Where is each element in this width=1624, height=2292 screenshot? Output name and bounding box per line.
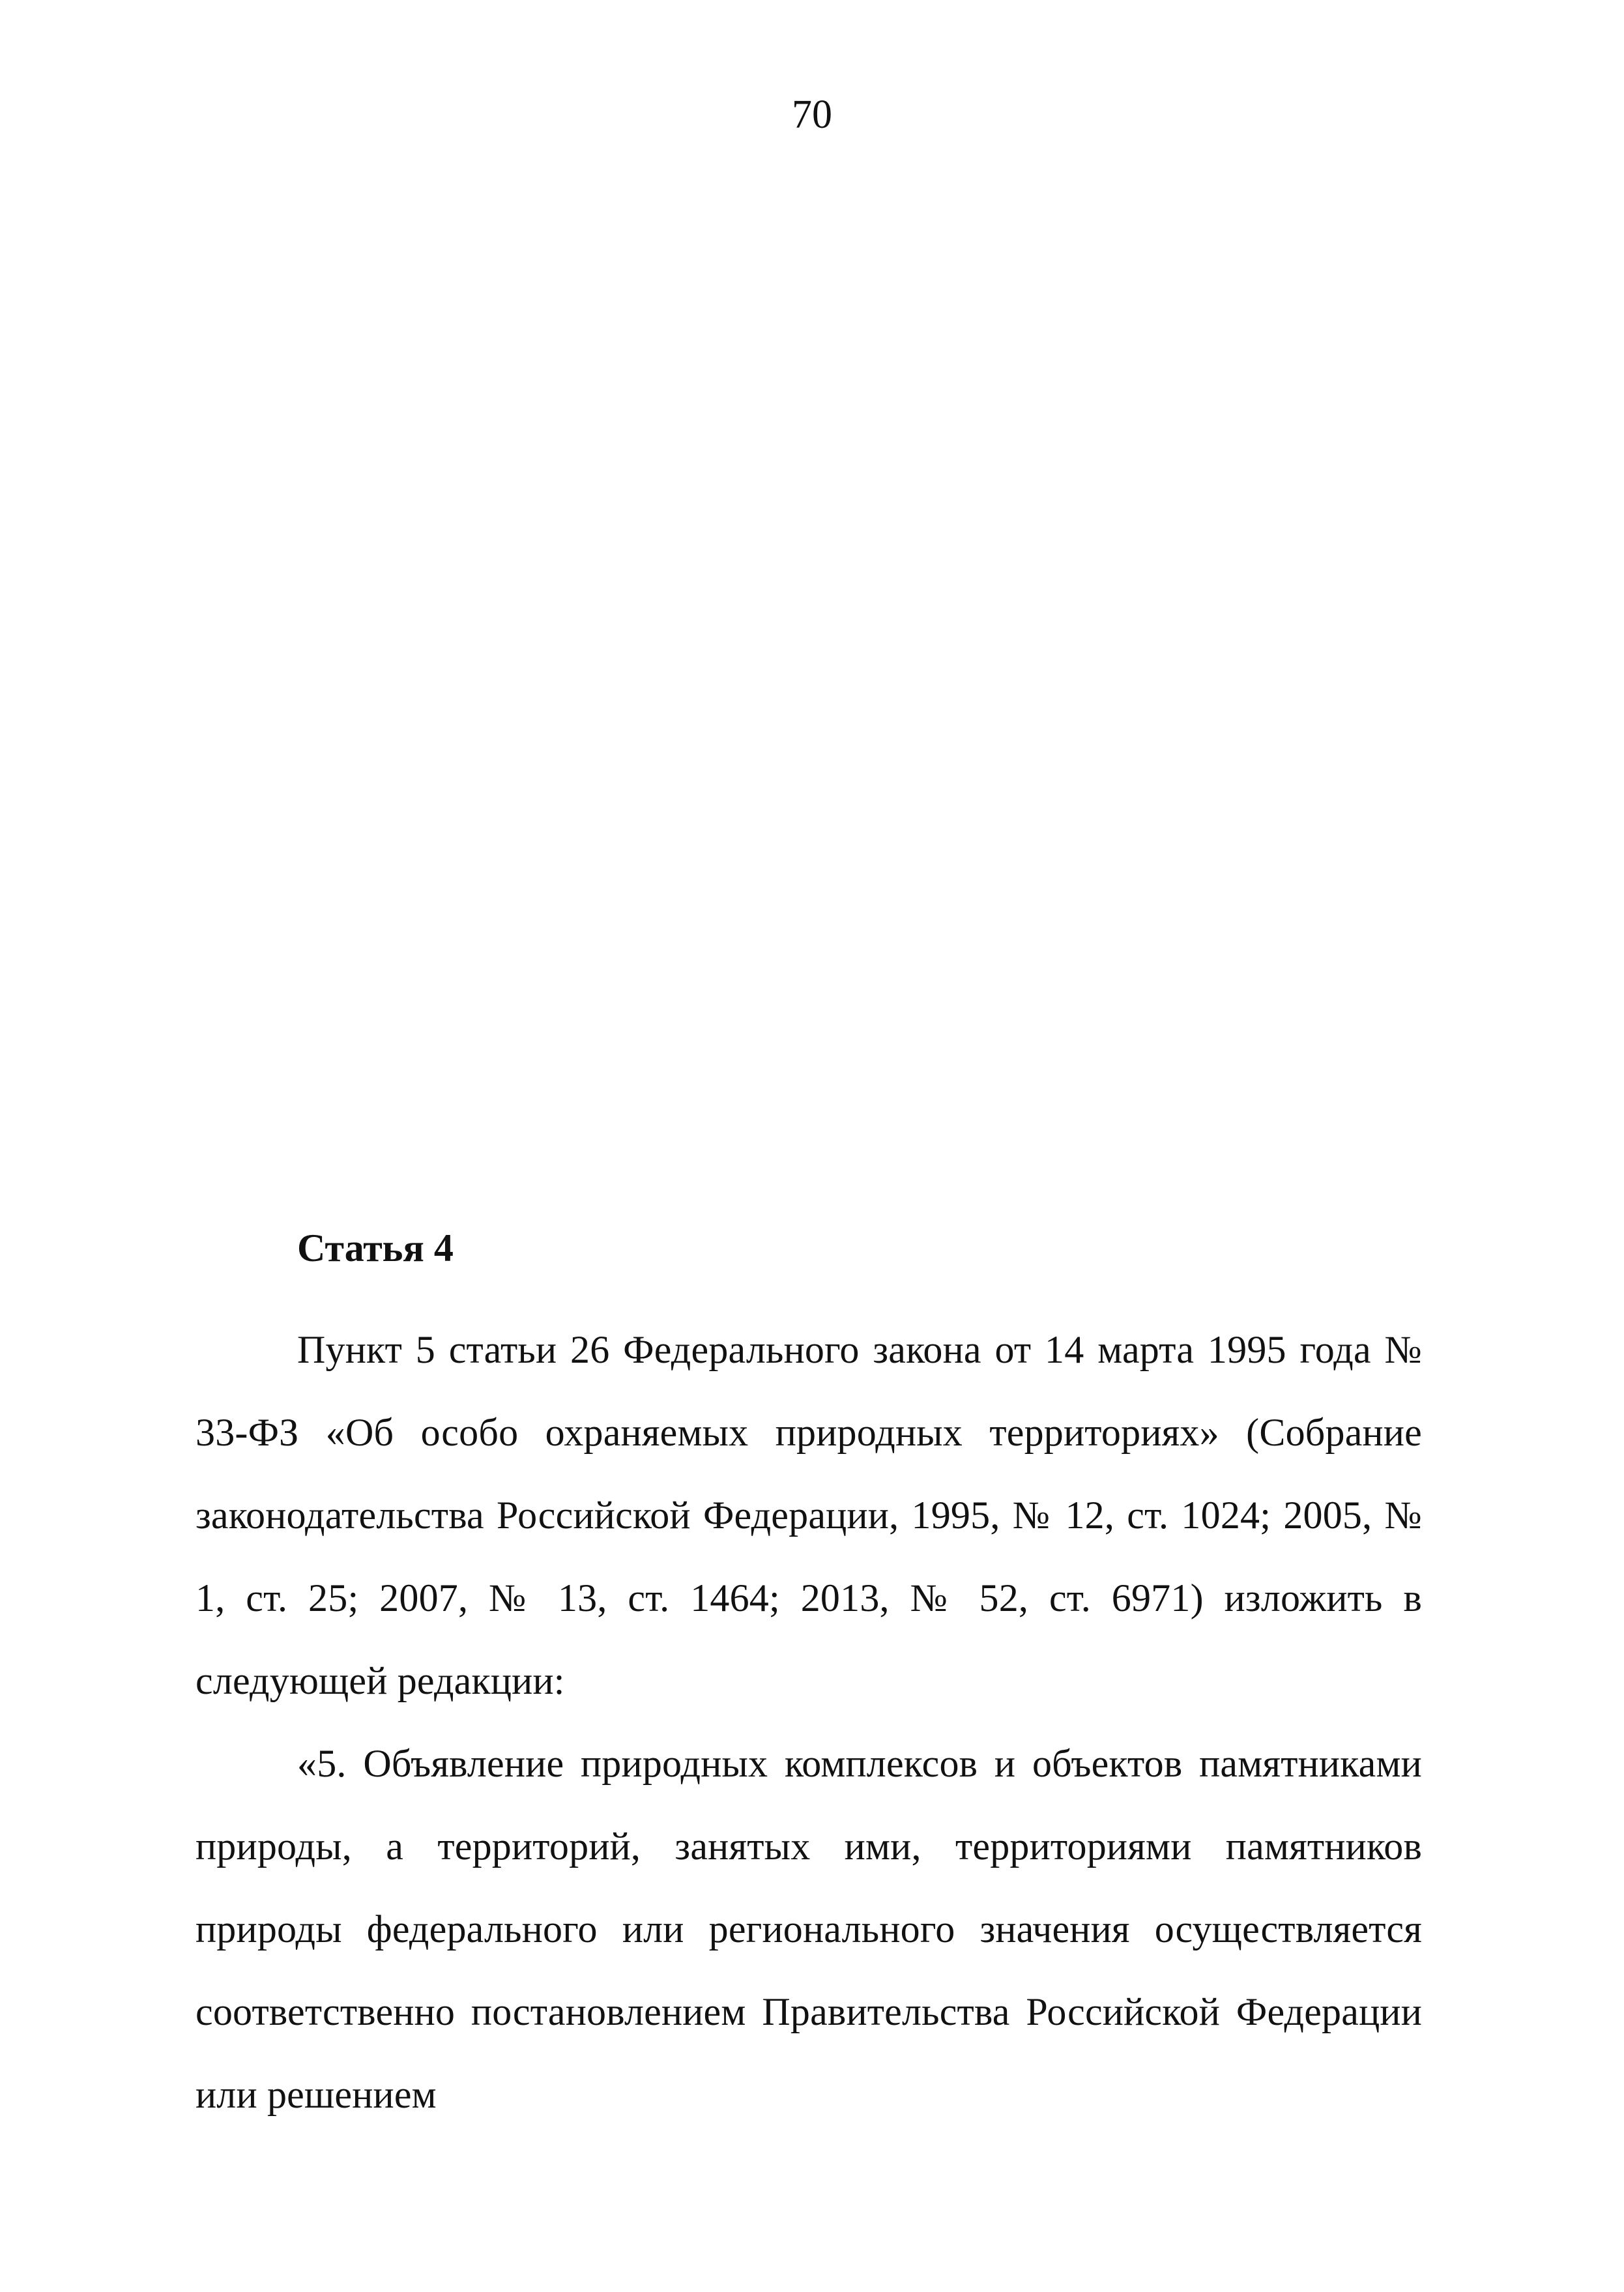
article-heading: Статья 4 bbox=[297, 1226, 454, 1269]
article-paragraph-quote: «5. Объявление природных комплексов и объектов памятниками природы, а территорий, занятых ими, территориями памятников природы федерального или регионального значения осуществляется соответственно постановлением Правительства Российской Федерации или решением bbox=[196, 1742, 1422, 2116]
page-number: 70 bbox=[792, 93, 832, 137]
article-paragraph: Пункт 5 статьи 26 Федерального закона от 14 марта 1995 года № 33-ФЗ «Об особо охраняемых природных территориях» (Собрание законодательства Российской Федерации, 1995, № 12, ст. 1024; 2005, № 1, ст. 25; 2007, № 13, ст. 1464; 2013, № 52, ст. 6971) изложить в следующей редакции: bbox=[196, 1328, 1422, 1702]
article-section bbox=[196, 1222, 1422, 2136]
